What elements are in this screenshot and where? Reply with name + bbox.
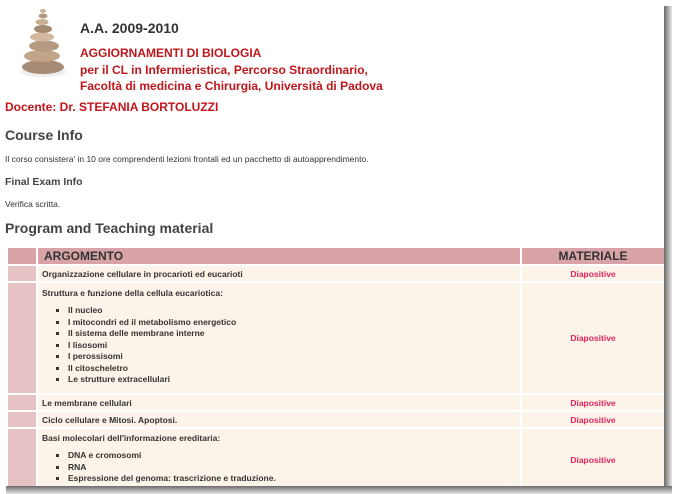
stacked-stones-logo [18,6,68,78]
material-cell [522,283,664,393]
list-item: ▪ DNA e cromosomi [68,450,516,462]
material-cell [522,395,664,410]
topic-title: Le membrane cellulari [42,397,132,408]
course-title-line: per il CL in Infermieristica, Percorso Straordinario, [80,62,368,77]
column-header-argomento: ARGOMENTO [38,248,520,264]
topic-cell [38,429,520,486]
program-table [6,246,664,486]
material-link[interactable]: Diapositive [570,455,616,465]
program-heading: Program and Teaching material [5,220,214,236]
course-info-heading: Course Info [5,127,83,143]
topic-title: Basi molecolari dell'informazione ereditaria: [42,433,221,444]
course-info-text: Il corso consistera' in 10 ore comprendenti lezioni frontali ed un pacchetto di autoapprendimento. [5,154,369,164]
material-link[interactable]: Diapositive [570,268,616,279]
docente: Docente: Dr. STEFANIA BORTOLUZZI [5,100,219,114]
list-item: ▪ I perossisomi [68,351,516,363]
material-link[interactable]: Diapositive [570,397,616,408]
page-shadow-right [664,6,672,494]
final-exam-heading: Final Exam Info [5,176,83,188]
list-item: ▪ Il sistema delle membrane interne [68,328,516,340]
material-cell [522,412,664,427]
table-row [8,429,664,486]
list-item: ▪ RNA [68,462,516,474]
topic-cell [38,266,520,281]
table-row [8,266,664,281]
row-side-cell [8,412,36,427]
list-item: ▪ Espressione del genoma: trascrizione e traduzione. [68,473,516,485]
list-item: ▪ Il nucleo [68,305,516,317]
material-link[interactable]: Diapositive [570,414,616,425]
list-item: ▪ I lisosomi [68,340,516,352]
header-side-cell [8,248,36,264]
row-side-cell [8,266,36,281]
list-item: ▪ Il citoscheletro [68,363,516,375]
material-link[interactable]: Diapositive [570,333,616,343]
final-exam-text: Verifica scritta. [5,199,61,209]
topic-cell [38,412,520,427]
topic-cell [38,283,520,393]
list-item: ▪ Le strutture extracellulari [68,374,516,386]
course-title [80,45,383,95]
course-title-line: AGGIORNAMENTI DI BIOLOGIA [80,46,262,60]
subtopic-list [42,450,516,485]
material-cell [522,266,664,281]
table-row [8,395,664,410]
row-side-cell [8,283,36,393]
subtopic-list [42,305,516,386]
table-row [8,412,664,427]
academic-year: A.A. 2009-2010 [80,20,179,36]
course-title-line: Facoltà di medicina e Chirurgia, Università di Padova [80,79,383,93]
row-side-cell [8,429,36,486]
material-cell [522,429,664,486]
topic-title: Ciclo cellulare e Mitosi. Apoptosi. [42,414,178,425]
column-header-materiale: MATERIALE [522,248,664,264]
page-shadow-bottom [6,486,672,494]
topic-title: Organizzazione cellulare in procarioti ed eucarioti [42,268,243,279]
table-row [8,283,664,393]
topic-title: Struttura e funzione della cellula eucariotica: [42,288,223,299]
table-header-row [8,248,664,264]
row-side-cell [8,395,36,410]
topic-cell [38,395,520,410]
list-item: ▪ I mitocondri ed il metabolismo energetico [68,317,516,329]
